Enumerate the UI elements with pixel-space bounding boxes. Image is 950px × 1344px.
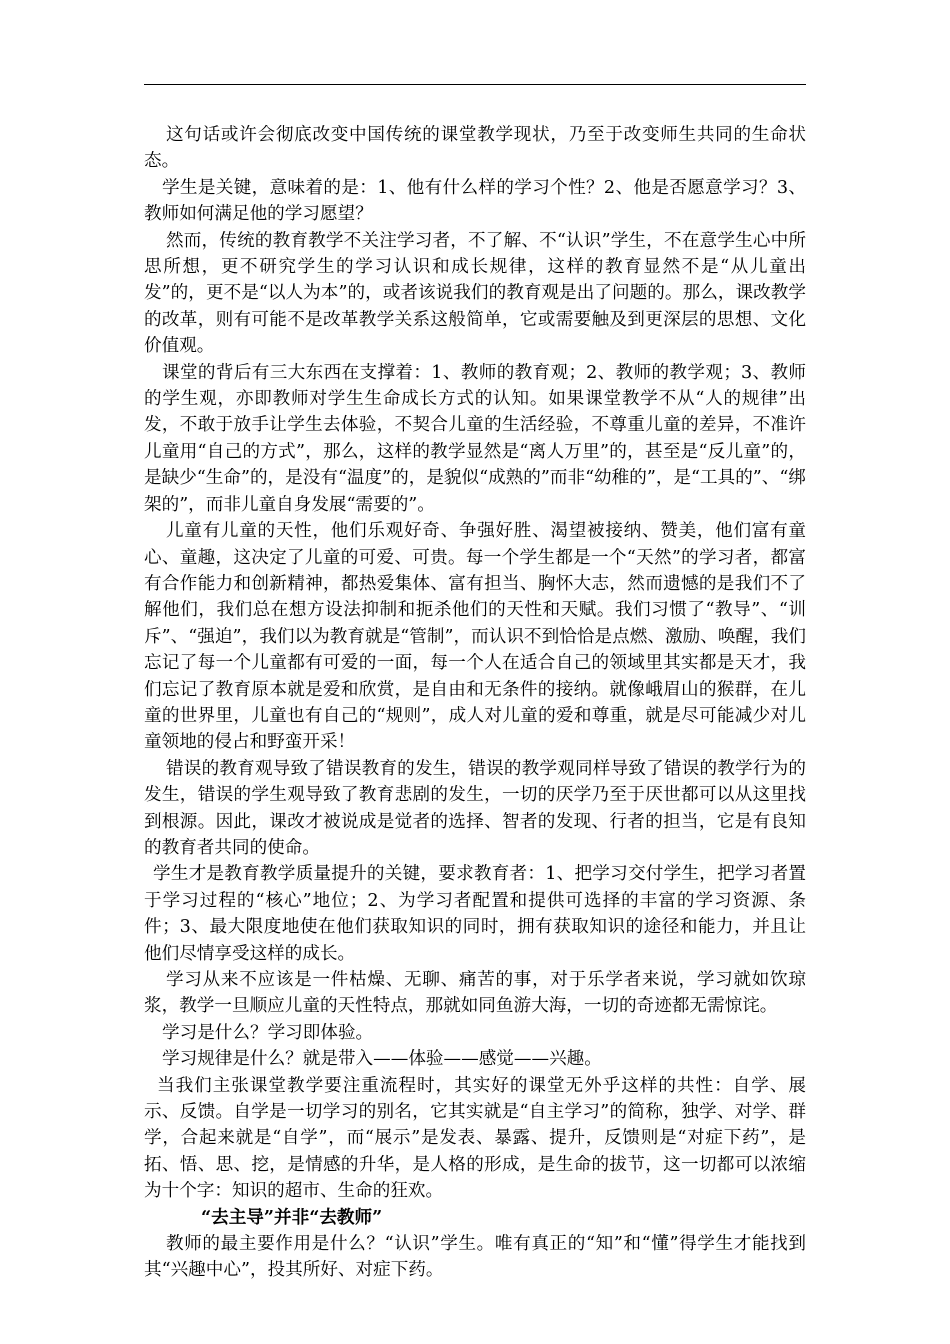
body-paragraph: 教师的最主要作用是什么？“认识”学生。唯有真正的“知”和“懂”得学生才能找到其“兴趣中心”，投其所好、对症下药。 — [144, 1234, 806, 1281]
section-heading: “去主导”并非“去教师” — [201, 1206, 383, 1228]
header-rule — [144, 84, 806, 85]
body-paragraph: 当我们主张课堂教学要注重流程时，其实好的课堂无外乎这样的共性：自学、展示、反馈。自学是一切学习的别名，它其实就是“自主学习”的简称，独学、对学、群学，合起来就是“自学”，而“展示”是发表、暴露、提升，反馈则是“对症下药”，是拓、悟、思、挖，是情感的升华，是人格的形成，是生命的拔节，这一切都可以浓缩为十个字：知识的超市、生命的狂欢。 — [144, 1075, 806, 1202]
body-paragraph: 学生才是教育教学质量提升的关键，要求教育者：1、把学习交付学生，把学习者置于学习过程的“核心”地位；2、为学习者配置和提供可选择的丰富的学习资源、条件；3、最大限度地使在他们获取知识的同时，拥有获取知识的途径和能力，并且让他们尽情享受这样的成长。 — [144, 864, 806, 964]
body-paragraph: 这句话或许会彻底改变中国传统的课堂教学现状，乃至于改变师生共同的生命状态。 — [144, 125, 806, 172]
body-paragraph: 然而，传统的教育教学不关注学习者，不了解、不“认识”学生，不在意学生心中所思所想，更不研究学生的学习认识和成长规律，这样的教育显然不是“从儿童出发”的，更不是“以人为本”的，或者该说我们的教育观是出了问题的。那么，课改教学的改革，则有可能不是改革教学关系这般简单，它或需要触及到更深层的思想、文化价值观。 — [144, 230, 806, 357]
body-paragraph: 学习从来不应该是一件枯燥、无聊、痛苦的事，对于乐学者来说，学习就如饮琼浆，教学一旦顺应儿童的天性特点，那就如同鱼游大海，一切的奇迹都无需惊诧。 — [144, 970, 806, 1017]
document-body — [144, 122, 806, 1284]
body-paragraph: 错误的教育观导致了错误教育的发生，错误的教学观同样导致了错误的教学行为的发生，错误的学生观导致了教育悲剧的发生，一切的厌学乃至于厌世都可以从这里找到根源。因此，课改才被说成是觉者的选择、智者的发现、行者的担当，它是有良知的教育者共同的使命。 — [144, 758, 806, 858]
body-paragraph: 学习是什么？学习即体验。 — [162, 1022, 374, 1043]
body-paragraph: 学习规律是什么？就是带入——体验——感觉——兴趣。 — [162, 1049, 602, 1070]
body-paragraph: 儿童有儿童的天性，他们乐观好奇、争强好胜、渴望被接纳、赞美，他们富有童心、童趣，这决定了儿童的可爱、可贵。每一个学生都是一个“天然”的学习者，都富有合作能力和创新精神，都热爱集体、富有担当、胸怀大志，然而遗憾的是我们不了解他们，我们总在想方设法抑制和扼杀他们的天性和天赋。我们习惯了“教导”、“训斥”、“强迫”，我们以为教育就是“管制”，而认识不到恰恰是点燃、激励、唤醒，我们忘记了每一个儿童都有可爱的一面，每一个人在适合自己的领域里其实都是天才，我们忘记了教育原本就是爱和欣赏，是自由和无条件的接纳。就像峨眉山的猴群，在儿童的世界里，儿童也有自己的“规则”，成人对儿童的爱和尊重，就是尽可能减少对儿童领地的侵占和野蛮开采！ — [144, 521, 806, 753]
body-paragraph: 学生是关键，意味着的是：1、他有什么样的学习个性？2、他是否愿意学习？3、教师如何满足他的学习愿望？ — [144, 177, 806, 225]
body-paragraph: 课堂的背后有三大东西在支撑着：1、教师的教育观；2、教师的教学观；3、教师的学生观，亦即教师对学生生命成长方式的认知。如果课堂教学不从“人的规律”出发，不敢于放手让学生去体验，不契合儿童的生活经验，不尊重儿童的差异，不准许儿童用“自己的方式”，那么，这样的教学显然是“离人万里”的，甚至是“反儿童”的，是缺少“生命”的，是没有“温度”的，是貌似“成熟的”而非“幼稚的”，是“工具的”、“绑架的”，而非儿童自身发展“需要的”。 — [144, 362, 806, 515]
